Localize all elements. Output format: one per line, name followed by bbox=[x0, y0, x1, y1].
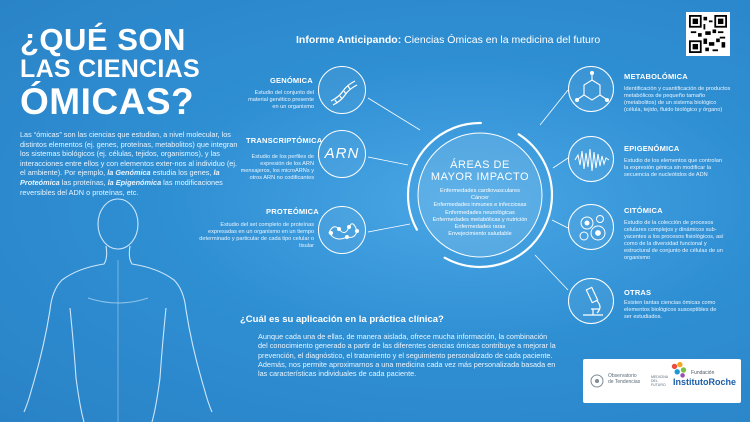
impact-area-item: Cáncer bbox=[470, 195, 490, 202]
proteomica-desc: Estudio del set completo de proteínas expresadas en un organismo en un tiempo determinado y particular de cada tipo celular o tisular bbox=[199, 222, 314, 249]
dna-icon bbox=[319, 67, 367, 115]
title-line-3: ÓMICAS? bbox=[20, 81, 195, 122]
observatorio-subtitle: MEDICINA DEL FUTURO bbox=[651, 375, 668, 387]
center-title-2: MAYOR IMPACTO bbox=[430, 170, 530, 183]
intro-text-4: las modificaciones reversibles del ADN o proteínas, etc. bbox=[20, 177, 223, 197]
clinical-question-title: ¿Cuál es su aplicación en la práctica clínica? bbox=[240, 314, 444, 325]
impact-area-item: Enfermedades neurológicas bbox=[445, 209, 515, 216]
center-title bbox=[420, 160, 540, 183]
transcriptomica-desc: Estudio de los perfiles de expresión de los ARN mensajeros, los microARNs y otros ARN no codificantes bbox=[240, 154, 314, 181]
intro-text-2: estudia los genes, bbox=[150, 168, 214, 178]
header-bold: Informe Anticipando: bbox=[296, 34, 402, 46]
impact-area-item: Enfermedades inmunes e infecciosas bbox=[433, 202, 527, 209]
cells-icon bbox=[569, 205, 615, 251]
clinical-question-text: Aunque cada una de ellas, de manera aislada, ofrece mucha información, la combinación del conocimiento generado a partir de las diferentes ciencias ómicas contribuye a mejorar la prevención, el diagnóstico, el tratamiento y el seguimiento personalizado de cada paciente. Además, nos permite aproximarnos a una medicina cada vez más personalizada basada en las características individuales de cada paciente. bbox=[258, 332, 556, 379]
genomica-desc: Estudio del conjunto del material genético presente en un organismo bbox=[248, 90, 314, 110]
molecule-icon bbox=[569, 67, 615, 113]
proteomica-circle bbox=[318, 206, 366, 254]
observatorio-logo-icon bbox=[589, 373, 605, 389]
arn-icon: ARN bbox=[324, 145, 360, 162]
epigenomica-label: EPIGENÓMICA bbox=[624, 144, 680, 153]
header-rest: Ciencias Ómicas en la medicina del futuro bbox=[401, 34, 601, 46]
impact-area-item: Enfermedades metabólicas y nutrición bbox=[432, 216, 528, 223]
center-title-1: ÁREAS DE bbox=[450, 159, 510, 171]
proteomica-label: PROTEÓMICA bbox=[266, 207, 319, 216]
observatorio-line-1: Observatorio bbox=[608, 373, 637, 379]
waveform-icon bbox=[569, 137, 615, 183]
metabolomica-desc: Identificación y cuantificación de productos metabólicos de pequeño tamaño (metabolitos) de un sistema biológico (célula, tejido, fluido biológico y órgano) bbox=[624, 86, 731, 113]
metabolomica-label: METABOLÓMICA bbox=[624, 72, 688, 81]
title-line-2: LAS CIENCIAS bbox=[20, 55, 201, 83]
logos-panel bbox=[583, 359, 741, 403]
impact-area-item: Enfermedades cardiovasculares bbox=[440, 188, 520, 194]
instituto-roche-label: InstitutoRoche bbox=[673, 377, 736, 387]
epigenomica-circle bbox=[568, 136, 614, 182]
metabolomica-circle bbox=[568, 66, 614, 112]
intro-genomica: la Genómica bbox=[107, 168, 151, 178]
citomica-label: CITÓMICA bbox=[624, 206, 663, 215]
intro-text-3: las proteínas, bbox=[59, 177, 108, 187]
protein-icon bbox=[319, 207, 367, 255]
transcriptomica-circle bbox=[318, 130, 366, 178]
observatorio-logo bbox=[608, 373, 640, 385]
epigenomica-desc: Estudio de los elementos que controlan la expresión génica sin modificar la secuencia de nucleótidos de ADN bbox=[624, 158, 722, 178]
impact-areas-list bbox=[410, 188, 550, 238]
transcriptomica-label: TRANSCRIPTÓMICA bbox=[246, 136, 323, 145]
otras-circle bbox=[568, 278, 614, 324]
intro-proteomica: la Proteómica bbox=[20, 168, 220, 187]
citomica-desc: Estudio de la colección de procesos celulares complejos y dinámicos sub-yacentes a los procesos fisiológicos, así como de la diversidad funcional y estructural de conjunto de células de un organismo bbox=[624, 220, 724, 261]
impact-area-item: Envejecimiento saludable bbox=[448, 231, 512, 238]
otras-label: OTRAS bbox=[624, 288, 652, 297]
citomica-circle bbox=[568, 204, 614, 250]
intro-text-1: Las “ómicas” son las ciencias que estudian, a nivel molecular, los distintos elementos (ej. genes, proteínas, metabolitos) que integran los sistemas biológicos (ej. células, tejidos, organismos), y las interacciones entre ellos y con elementos exter-nos al individuo (ej. el ambiente). Por ejemplo, bbox=[20, 130, 238, 178]
observatorio-line-2: de Tendencias bbox=[608, 379, 641, 385]
microscope-icon bbox=[569, 279, 615, 325]
fundacion-label: Fundación bbox=[691, 370, 715, 376]
otras-desc: Existen tantas ciencias ómicas como elementos biológicos susceptibles de ser estudiados. bbox=[624, 300, 717, 320]
genomica-label: GENÓMICA bbox=[270, 76, 313, 85]
genomica-circle bbox=[318, 66, 366, 114]
title-line-1: ¿QUÉ SON bbox=[20, 22, 186, 57]
intro-epigenomica: la Epigenómica bbox=[107, 177, 162, 187]
impact-area-item: Enfermedades raras bbox=[454, 224, 506, 231]
